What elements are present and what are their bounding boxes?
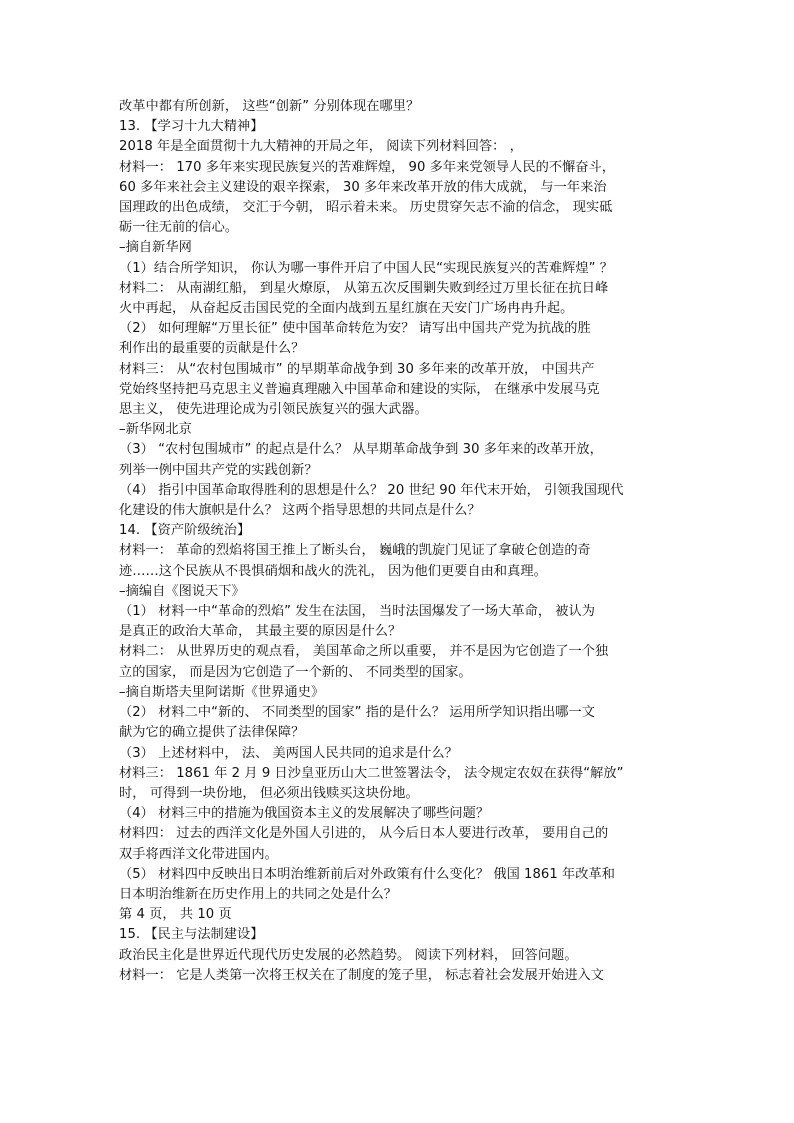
- material-line: 砺一往无前的信心。: [119, 220, 239, 236]
- source-line: –摘自新华网: [119, 240, 192, 256]
- document-body: [119, 97, 679, 986]
- sub-question-line: 是真正的政治大革命， 其最主要的原因是什么？: [119, 624, 402, 640]
- sub-question-line: （4） 指引中国革命取得胜利的思想是什么？ 20 世纪 90 年代末开始， 引领我国现代: [119, 482, 624, 498]
- material-line: 党始终坚持把马克思主义普遍真理融入中国革命和建设的实际， 在继承中发展马克: [119, 381, 600, 397]
- sub-question-line: （5） 材料四中反映出日本明治维新前后对外政策有什么变化？ 俄国 1861 年改革和: [119, 866, 616, 882]
- sub-question-line: 列举一例中国共产党的实践创新？: [119, 462, 318, 478]
- sub-question-line: 日本明治维新在历史作用上的共同之处是什么？: [119, 886, 397, 902]
- sub-question-line: （2） 如何理解“万里长征” 使中国革命转危为安？ 请写出中国共产党为抗战的胜: [119, 321, 591, 337]
- sub-question-line: （1） 材料一中“革命的烈焰” 发生在法国， 当时法国爆发了一场大革命， 被认为: [119, 604, 596, 620]
- material-line: 火中再起， 从奋起反击国民党的全面内战到五星红旗在天安门广场冉冉升起。: [119, 301, 574, 317]
- material-line: 材料一： 它是人类第一次将王权关在了制度的笼子里， 标志着社会发展开始进入文: [119, 967, 605, 983]
- material-line: 双手将西洋文化带进国内。: [119, 846, 278, 862]
- material-line: 60 多年来社会主义建设的艰辛探索， 30 多年来改革开放的伟大成就， 与一年来治: [119, 179, 607, 195]
- sub-question-line: （2） 材料二中“新的、 不同类型的国家” 指的是什么？ 运用所学知识指出哪一文: [119, 705, 596, 721]
- text-line: 政治民主化是世界近代现代历史发展的必然趋势。 阅读下列材料， 回答问题。: [119, 947, 578, 963]
- text-line: 改革中都有所创新， 这些“创新” 分别体现在哪里？: [119, 99, 420, 114]
- material-line: 时， 可得到一块份地， 但必须出钱赎买这块份地。: [119, 785, 419, 801]
- source-line: –摘编自《图说天下》: [119, 583, 245, 599]
- sub-question-line: （4） 材料三中的措施为俄国资本主义的发展解决了哪些问题？: [119, 806, 490, 822]
- question-heading: 15. 【民主与法制建设】: [119, 927, 264, 943]
- material-line: 材料二： 从世界历史的观点看， 美国革命之所以重要， 并不是因为它创造了一个独: [119, 644, 609, 660]
- material-line: 材料四： 过去的西洋文化是外国人引进的， 从今后日本人要进行改革， 要用自己的: [119, 826, 609, 842]
- material-line: 迹……这个民族从不畏惧硝烟和战火的洗礼， 因为他们更要自由和真理。: [119, 563, 547, 579]
- question-heading: 14. 【资产阶级统治】: [119, 523, 251, 539]
- material-line: 材料三： 1861 年 2 月 9 日沙皇亚历山大二世签署法令， 法令规定农奴在获得“解放”: [119, 765, 624, 781]
- sub-question-line: 利作出的最重要的贡献是什么？: [119, 341, 305, 357]
- source-line: –新华网北京: [119, 422, 192, 438]
- sub-question-line: （3） 上述材料中， 法、 美两国人民共同的追求是什么？: [119, 745, 458, 761]
- source-line: –摘自斯塔夫里阿诺斯《世界通史》: [119, 684, 325, 700]
- material-line: 材料二： 从南湖红船， 到星火燎原， 从第五次反围剿失败到经过万里长征在抗日峰: [119, 280, 609, 296]
- material-line: 材料一： 170 多年来实现民族复兴的苦难辉煌， 90 多年来党领导人民的不懈奋斗，: [119, 159, 616, 175]
- material-line: 思主义， 使先进理论成为引领民族复兴的强大武器。: [119, 402, 428, 418]
- page-number: 第 4 页， 共 10 页: [119, 907, 232, 923]
- text-line: 2018 年是全面贯彻十九大精神的开局之年， 阅读下列材料回答： ，: [119, 139, 523, 155]
- material-line: 立的国家， 而是因为它创造了一个新的、 不同类型的国家。: [119, 664, 472, 680]
- material-line: 国理政的出色成绩， 交汇于今朝， 昭示着未来。 历史贯穿矢志不渝的信念， 现实砥: [119, 200, 613, 216]
- sub-question-line: （3） “农村包围城市” 的起点是什么？ 从早期革命战争到 30 多年来的改革开放，: [119, 442, 603, 458]
- sub-question-line: 献为它的确立提供了法律保障？: [119, 725, 305, 741]
- question-heading: 13. 【学习十九大精神】: [119, 119, 264, 135]
- material-line: 材料一： 革命的烈焰将国王推上了断头台， 巍峨的凯旋门见证了拿破仑创造的奇: [119, 543, 591, 559]
- sub-question-line: 化建设的伟大旗帜是什么？ 这两个指导思想的共同点是什么？: [119, 503, 481, 519]
- material-line: 材料三： 从“农村包围城市” 的早期革命战争到 30 多年来的改革开放， 中国共产: [119, 361, 595, 377]
- sub-question-line: （1）结合所学知识， 你认为哪一事件开启了中国人民“实现民族复兴的苦难辉煌” ？: [119, 260, 613, 276]
